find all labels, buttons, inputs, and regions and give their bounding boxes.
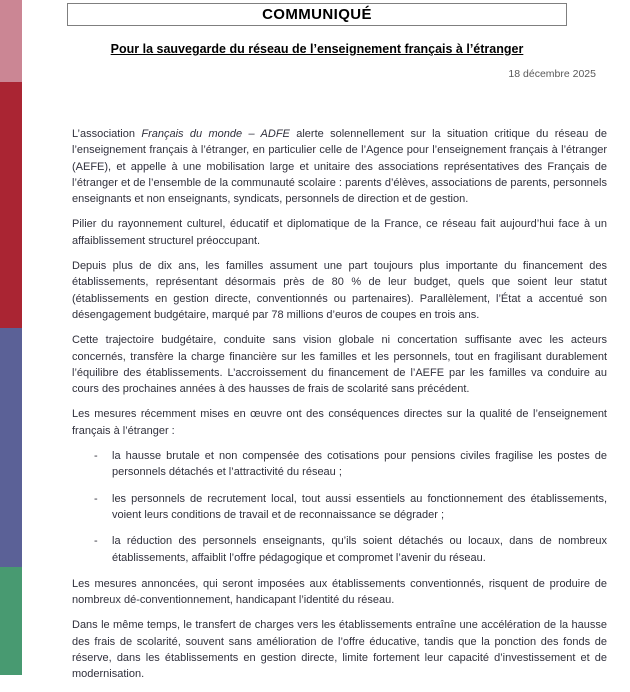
paragraph-1-suffix: alerte solennellement sur la situation critique du réseau de l’enseignement français à l’étranger, en particulier celle de l’Agence pour l’enseignement français à l’étranger (AEFE), et appelle à une mobilisation large et unitaire des associations représentatives des Français de l’étranger et de l’ensemble de la communauté scolaire : parents d’élèves, associations de parents, personnels enseignants et non enseignants, syndicats, personnels de direction et de gestion. — [72, 128, 607, 206]
paragraph-4: Cette trajectoire budgétaire, conduite sans vision globale ni concertation suffisante avec les acteurs concernés, transfère la charge financière sur les familles et les personnels, tout en fragilisant durablement l’équilibre des établissements. L’accroissement du financement de l’AEFE par les familles va conduire au cours des prochaines années à des hausses de frais de scolarité sans précédent. — [72, 334, 607, 396]
bullet-dash: - — [94, 450, 98, 463]
communique-title: COMMUNIQUÉ — [262, 6, 372, 23]
color-bar-segment-pink — [0, 0, 22, 82]
paragraph-6: Les mesures annoncées, qui seront imposées aux établissements conventionnés, risquent de produire de nombreux dé-conventionnement, handicapant l’identité du réseau. — [72, 577, 607, 607]
list-item-text: les personnels de recrutement local, tout aussi essentiels au fonctionnement des établissements, voient leurs conditions de travail et de reconnaissance se dégrader ; — [112, 492, 607, 521]
list-item — [72, 533, 607, 566]
document-body — [72, 126, 607, 692]
bullet-dash: - — [94, 492, 98, 505]
communique-title-box — [67, 3, 567, 26]
paragraph-1 — [72, 126, 607, 207]
association-name: Français du monde – ADFE — [141, 128, 290, 140]
paragraph-5: Les mesures récemment mises en œuvre ont des conséquences directes sur la qualité de l’enseignement français à l’étranger : — [72, 408, 607, 437]
color-bar-segment-purple — [0, 328, 22, 567]
paragraph-1-prefix: L’association — [72, 128, 142, 140]
left-color-bar — [0, 0, 22, 675]
paragraph-7: Dans le même temps, le transfert de charges vers les établissements entraîne une accélération de la hausse des frais de scolarité, souvent sans amélioration de l’offre éducative, tandis que la ponction des fonds de réserve, dans les établissements en gestion directe, limite fortement leur capacité d’investissement et de modernisation. — [72, 619, 607, 681]
paragraph-2: Pilier du rayonnement culturel, éducatif et diplomatique de la France, ce réseau fait aujourd’hui face à un affaiblissement structurel préoccupant. — [72, 218, 607, 247]
list-item — [72, 448, 607, 481]
document-subtitle: Pour la sauvegarde du réseau de l’enseignement français à l’étranger — [110, 42, 524, 56]
bullet-dash: - — [94, 535, 98, 548]
color-bar-segment-red — [0, 82, 22, 328]
list-item-text: la hausse brutale et non compensée des cotisations pour pensions civiles fragilise les postes de personnels détachés et l’attractivité du réseau ; — [112, 450, 607, 479]
document-date: 18 décembre 2025 — [508, 68, 596, 80]
list-item — [72, 491, 607, 524]
color-bar-segment-green — [0, 567, 22, 675]
list-item-text: la réduction des personnels enseignants, qu’ils soient détachés ou locaux, dans de nombreux établissements, affaiblit l’offre pédagogique et compromet l’avenir du réseau. — [112, 535, 607, 564]
consequences-list — [72, 448, 607, 566]
paragraph-3: Depuis plus de dix ans, les familles assument une part toujours plus importante du financement des établissements, représentant désormais près de 80 % de leur budget, quels que soient leur statut (établissements en gestion directe, conventionnés ou partenaires). Parallèlement, l’État a accentué son désengagement budgétaire, marqué par 78 millions d’euros de coupes en trois ans. — [72, 260, 607, 321]
